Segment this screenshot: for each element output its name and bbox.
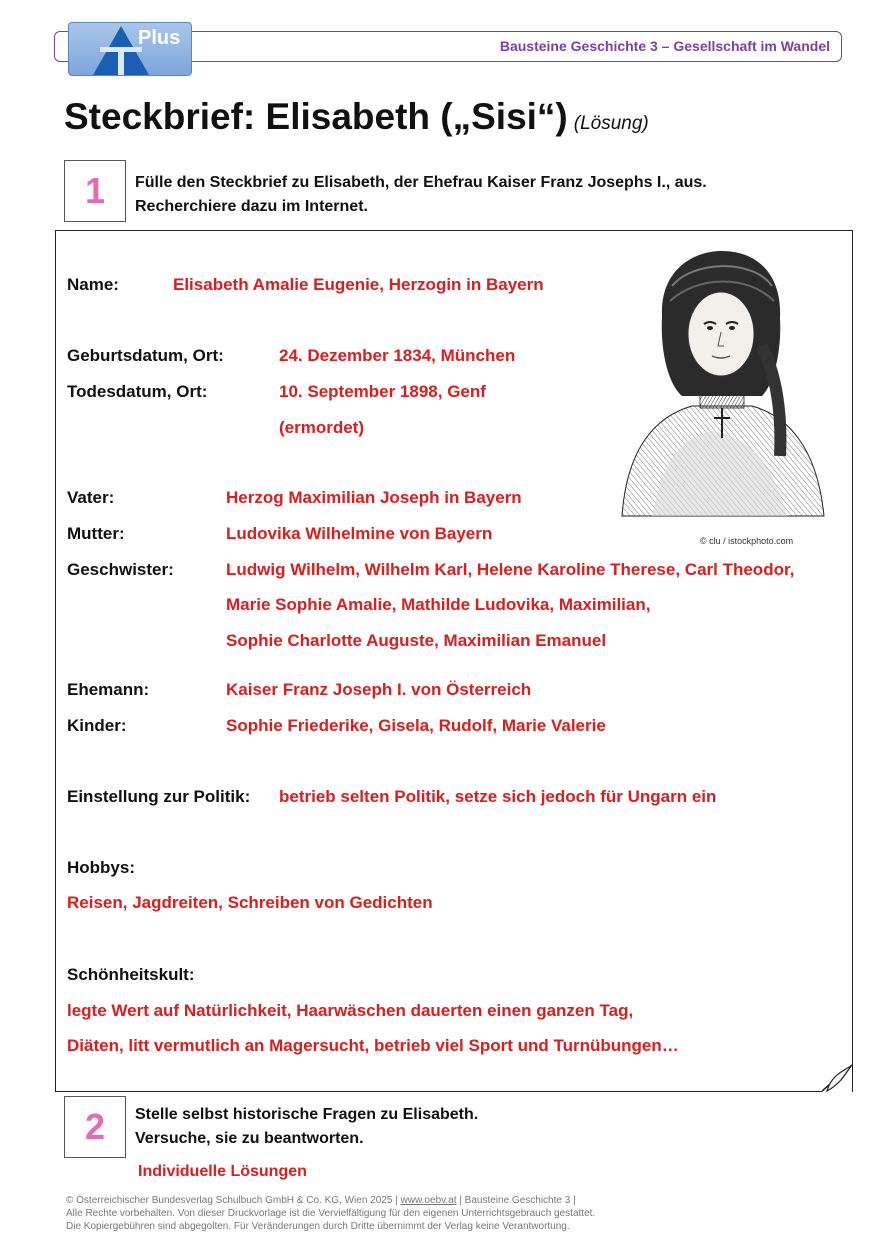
elisabeth-portrait bbox=[612, 246, 830, 526]
siblings-line-2: Marie Sophie Amalie, Mathilde Ludovika, Maximilian, bbox=[226, 595, 651, 614]
footer-line-1 bbox=[66, 1194, 595, 1207]
task-1-number: 1 bbox=[64, 160, 126, 222]
siblings-line-3: Sophie Charlotte Auguste, Maximilian Emanuel bbox=[226, 631, 607, 650]
politics-label: Einstellung zur Politik: bbox=[67, 787, 251, 806]
footer bbox=[66, 1194, 595, 1233]
name-row bbox=[67, 274, 119, 296]
task-1-line-1: Fülle den Steckbrief zu Elisabeth, der Ehefrau Kaiser Franz Josephs I., aus. bbox=[135, 174, 707, 191]
publisher-link[interactable]: www.oebv.at bbox=[400, 1195, 457, 1206]
task-2-line-1: Stelle selbst historische Fragen zu Elisabeth. bbox=[135, 1106, 479, 1123]
photo-credit: © clu / istockphoto.com bbox=[700, 536, 794, 546]
logo-text: Plus bbox=[138, 27, 181, 49]
beauty-line-1: legte Wert auf Natürlichkeit, Haarwäschen dauerten einen ganzen Tag, bbox=[67, 1001, 634, 1020]
page-curl-icon bbox=[822, 1064, 852, 1092]
name-label: Name: bbox=[67, 275, 119, 294]
task-1-instructions bbox=[135, 171, 707, 219]
politics-value: betrieb selten Politik, setze sich jedoch für Ungarn ein bbox=[279, 787, 717, 806]
husband-value: Kaiser Franz Joseph I. von Österreich bbox=[226, 680, 532, 699]
page-title bbox=[64, 96, 649, 138]
task-1-line-2: Recherchiere dazu im Internet. bbox=[135, 198, 368, 215]
death-value: 10. September 1898, Genf bbox=[279, 382, 486, 401]
task-2-line-2: Versuche, sie zu beantworten. bbox=[135, 1130, 364, 1147]
task-2-instructions bbox=[135, 1103, 478, 1151]
death-note: (ermordet) bbox=[279, 418, 365, 437]
birth-value: 24. Dezember 1834, München bbox=[279, 346, 516, 365]
siblings-label: Geschwister: bbox=[67, 560, 174, 579]
footer-line-3: Die Kopiergebühren sind abgegolten. Für Veränderungen durch Dritte übernimmt der Verlag keine Verantwortung. bbox=[66, 1221, 570, 1232]
mother-label: Mutter: bbox=[67, 524, 125, 543]
husband-label: Ehemann: bbox=[67, 680, 150, 699]
father-value: Herzog Maximilian Joseph in Bayern bbox=[226, 488, 522, 507]
children-value: Sophie Friederike, Gisela, Rudolf, Marie Valerie bbox=[226, 716, 606, 735]
footer-line-2: Alle Rechte vorbehalten. Von dieser Druckvorlage ist die Vervielfältigung für den eigenen Unterrichtsgebrauch gestattet. bbox=[66, 1208, 596, 1219]
task-2-answer: Individuelle Lösungen bbox=[138, 1163, 307, 1180]
children-label: Kinder: bbox=[67, 716, 127, 735]
footer-book: | Bausteine Geschichte 3 | bbox=[456, 1195, 576, 1206]
footer-copyright: © Österreichischer Bundesverlag Schulbuch GmbH & Co. KG, Wien 2025 | bbox=[66, 1195, 401, 1206]
name-value: Elisabeth Amalie Eugenie, Herzogin in Bayern bbox=[173, 275, 544, 294]
beauty-line-2: Diäten, litt vermutlich an Magersucht, betrieb viel Sport und Turnübungen… bbox=[67, 1036, 679, 1055]
mother-value: Ludovika Wilhelmine von Bayern bbox=[226, 524, 493, 543]
hobbies-label: Hobbys: bbox=[67, 858, 135, 877]
beauty-label: Schönheitskult: bbox=[67, 965, 195, 984]
title-sub: (Lösung) bbox=[573, 113, 649, 134]
father-label: Vater: bbox=[67, 488, 115, 507]
title-main: Steckbrief: Elisabeth („Sisi“) bbox=[64, 96, 568, 137]
death-label: Todesdatum, Ort: bbox=[67, 382, 208, 401]
birth-label: Geburtsdatum, Ort: bbox=[67, 346, 224, 365]
series-title: Bausteine Geschichte 3 – Gesellschaft im Wandel bbox=[499, 38, 830, 54]
siblings-line-1: Ludwig Wilhelm, Wilhelm Karl, Helene Karoline Therese, Carl Theodor, bbox=[226, 560, 795, 579]
task-2-number: 2 bbox=[64, 1096, 126, 1158]
hobbies-value: Reisen, Jagdreiten, Schreiben von Gedichten bbox=[67, 893, 433, 912]
